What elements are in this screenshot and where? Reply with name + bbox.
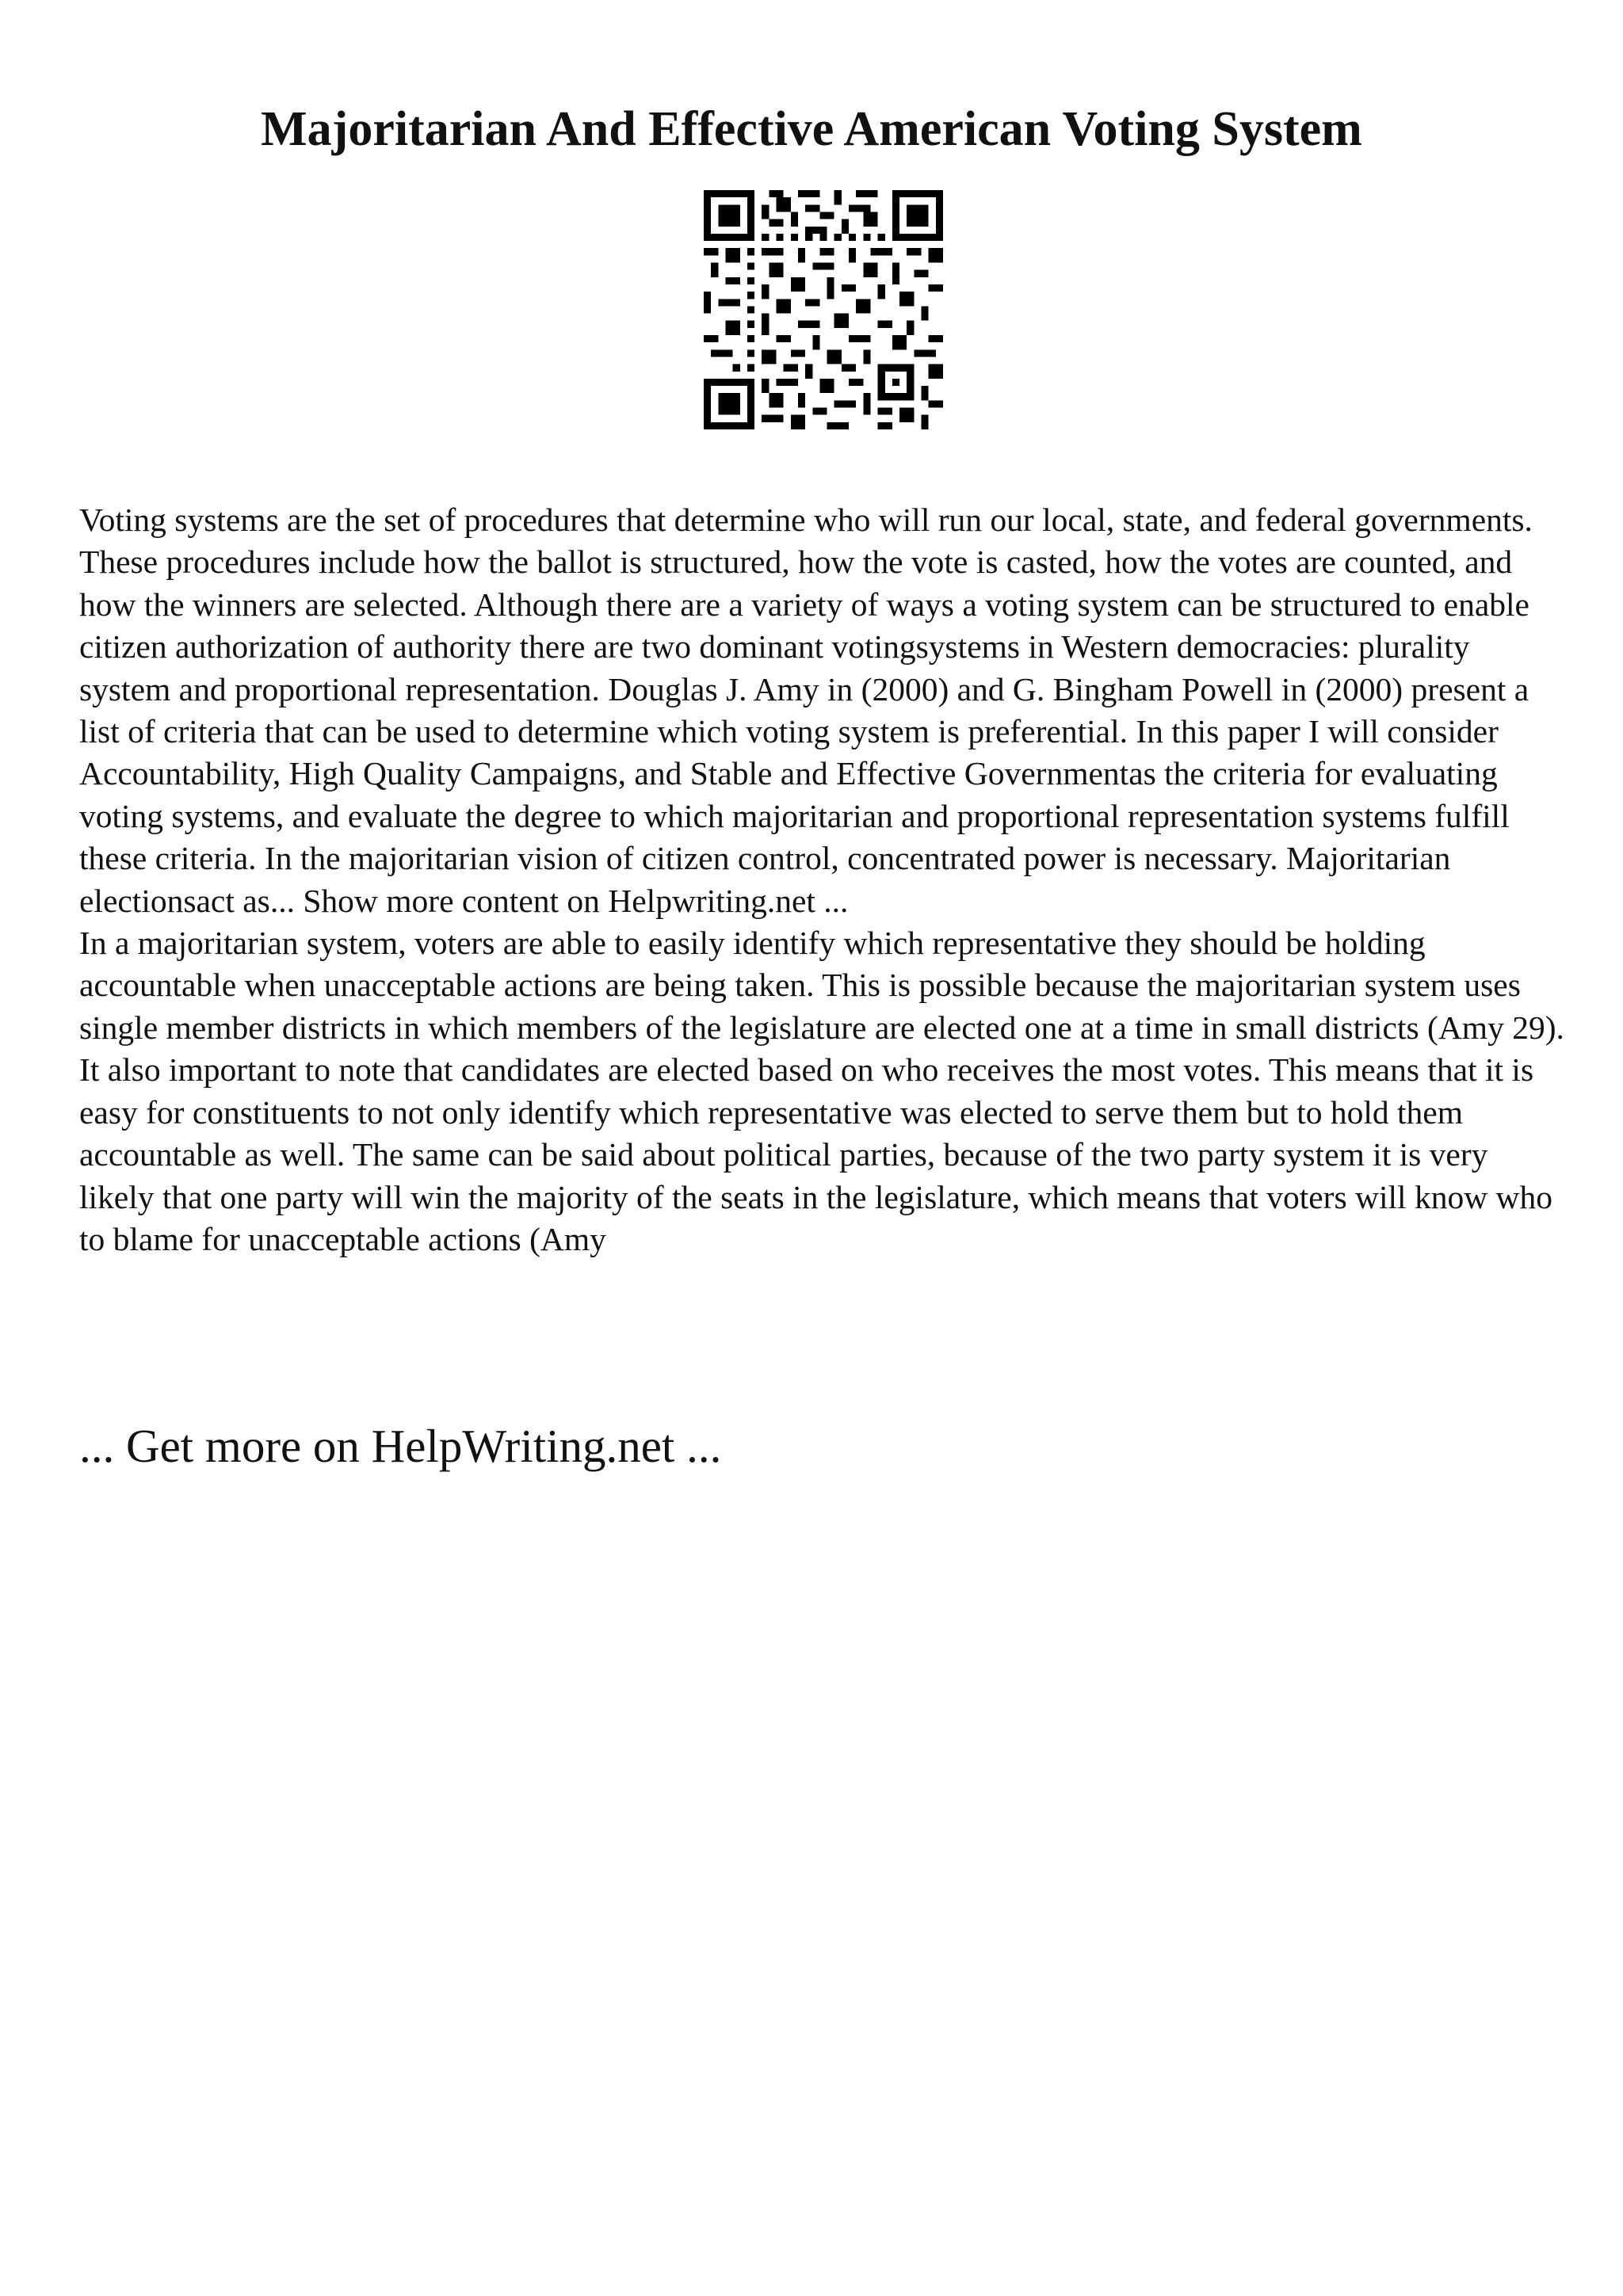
get-more-link[interactable]: ... Get more on HelpWriting.net ... <box>79 1420 722 1472</box>
document-body <box>79 499 1568 1261</box>
body-paragraph: In a majoritarian system, voters are able to easily identify which representative they should be holding accountable when unacceptable actions are being taken. This is possible because the majoritarian system uses single member districts in which members of the legislature are elected one at a time in small districts (Amy 29). It also important to note that candidates are elected based on who receives the most votes. This means that it is easy for constituents to not only identify which representative was elected to serve them but to hold them accountable as well. The same can be said about political parties, because of the two party system it is very likely that one party will win the majority of the seats in the legislature, which means that voters will know who to blame for unacceptable actions (Amy <box>79 925 1564 1257</box>
document-title: Majoritarian And Effective American Voting System <box>261 102 1362 156</box>
body-paragraph: Voting systems are the set of procedures that determine who will run our local, state, and federal governments. These procedures include how the ballot is structured, how the vote is casted, how the votes are counted, and how the winners are selected. Although there are a variety of ways a voting system can be structured to enable citizen authorization of authority there are two dominant votingsystems in Western democracies: plurality system and proportional representation. Douglas J. Amy in (2000) and G. Bingham Powell in (2000) present a list of criteria that can be used to determine which voting system is preferential. In this paper I will consider Accountability, High Quality Campaigns, and Stable and Effective Governmentas the criteria for evaluating voting systems, and evaluate the degree to which majoritarian and proportional representation systems fulfill these criteria. In the majoritarian vision of citizen control, concentrated power is necessary. Majoritarian electionsact as... Show more content on Helpwriting.net ... <box>79 502 1533 919</box>
qr-code-icon <box>704 190 943 429</box>
